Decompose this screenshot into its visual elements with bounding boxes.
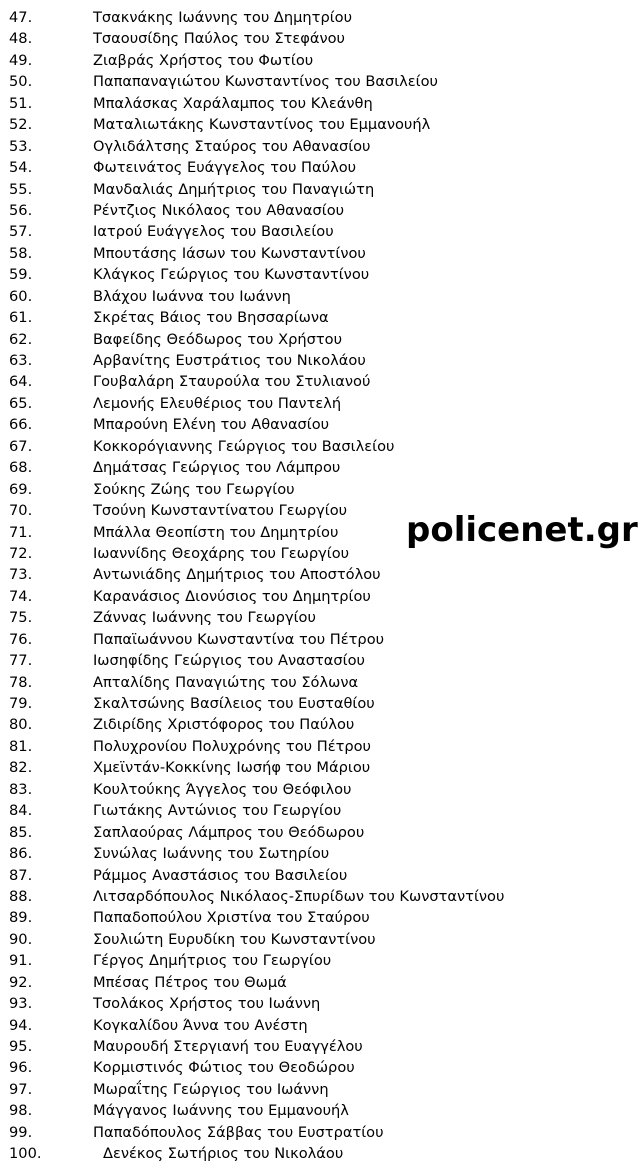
list-item — [0, 371, 638, 392]
entry-name: Συνώλας Ιωάννης του Σωτηρίου — [93, 845, 330, 863]
list-item — [0, 7, 638, 28]
entry-number: 47. — [9, 9, 33, 26]
entry-name: Τσαουσίδης Παύλος του Στεφάνου — [93, 30, 345, 48]
entry-name: Μανδαλιάς Δημήτριος του Παναγιώτη — [93, 180, 375, 198]
entry-number: 68. — [9, 459, 33, 477]
list-item — [0, 136, 638, 157]
list-item — [0, 28, 638, 49]
entry-number: 88. — [9, 887, 33, 905]
list-item — [0, 243, 638, 264]
entry-number: 83. — [9, 780, 33, 798]
list-item — [0, 843, 638, 864]
name-list — [0, 7, 638, 1165]
entry-number: 78. — [9, 673, 33, 691]
list-item — [0, 1122, 638, 1143]
entry-name: Κορμιστινός Φώτιος του Θεοδώρου — [93, 1059, 355, 1077]
entry-number: 87. — [9, 866, 33, 884]
entry-number: 55. — [9, 180, 33, 198]
entry-number: 96. — [9, 1059, 33, 1077]
list-item — [0, 1143, 638, 1164]
list-item — [0, 714, 638, 735]
entry-name: Μπαρούνη Ελένη του Αθανασίου — [93, 416, 330, 434]
entry-name: Ματαλιωτάκης Κωνσταντίνος του Εμμανουήλ — [93, 116, 431, 134]
entry-number: 93. — [9, 995, 33, 1013]
list-item — [0, 457, 638, 478]
list-item — [0, 1079, 638, 1100]
entry-name: Σκρέτας Βάιος του Βησσαρίωνα — [93, 309, 329, 327]
list-item — [0, 93, 638, 114]
entry-name: Ιωσηφίδης Γεώργιος του Αναστασίου — [93, 652, 365, 670]
entry-number: 62. — [9, 330, 33, 348]
list-item — [0, 607, 638, 628]
entry-name: Παπαϊωάννου Κωνσταντίνα του Πέτρου — [93, 630, 385, 648]
entry-name: Σούκης Ζώης του Γεωργίου — [93, 480, 295, 498]
entry-number: 56. — [9, 201, 33, 219]
list-item — [0, 950, 638, 971]
entry-name: Γιωτάκης Αντώνιος του Γεωργίου — [93, 802, 342, 820]
entry-name: Ρέντζιος Νικόλαος του Αθανασίου — [93, 201, 345, 219]
entry-number: 59. — [9, 266, 33, 284]
entry-name: Κογκαλίδου Άννα του Ανέστη — [93, 1016, 308, 1034]
entry-name: Πολυχρονίου Πολυχρόνης του Πέτρου — [93, 737, 372, 755]
entry-name: Φωτεινάτος Ευάγγελος του Παύλου — [93, 159, 357, 177]
entry-name: Λεμονής Ελευθέριος του Παντελή — [93, 394, 342, 412]
entry-number: 94. — [9, 1016, 33, 1034]
entry-name: Ζιδιρίδης Χριστόφορος του Παύλου — [93, 716, 355, 734]
entry-name: Δενέκος Σωτήριος του Νικολάου — [103, 1145, 344, 1163]
entry-number: 98. — [9, 1102, 33, 1120]
entry-number: 57. — [9, 223, 33, 241]
entry-number: 76. — [9, 630, 33, 648]
list-item — [0, 221, 638, 242]
list-item — [0, 1015, 638, 1036]
entry-number: 53. — [9, 137, 33, 155]
entry-number: 77. — [9, 652, 33, 670]
entry-number: 90. — [9, 930, 33, 948]
list-item — [0, 307, 638, 328]
entry-name: Απταλίδης Παναγιώτης του Σόλωνα — [93, 673, 359, 691]
entry-number: 81. — [9, 737, 33, 755]
list-item — [0, 672, 638, 693]
entry-name: Ογλιδάλτσης Σταύρος του Αθανασίου — [93, 137, 371, 155]
entry-number: 80. — [9, 716, 33, 734]
entry-name: Καρανάσιος Διονύσιος του Δημητρίου — [93, 587, 371, 605]
entry-number: 61. — [9, 309, 33, 327]
entry-number: 51. — [9, 94, 33, 112]
entry-name: Κοκκορόγιαννης Γεώργιος του Βασιλείου — [93, 437, 395, 455]
list-item — [0, 114, 638, 135]
entry-name: Ιωαννίδης Θεοχάρης του Γεωργίου — [93, 544, 350, 562]
entry-number: 84. — [9, 802, 33, 820]
list-item — [0, 1036, 638, 1057]
entry-name: Λιτσαρδόπουλος Νικόλαος-Σπυρίδων του Κωνσταντίνου — [93, 887, 505, 905]
list-item — [0, 929, 638, 950]
entry-name: Μαυρουδή Στεργιανή του Ευαγγέλου — [93, 1038, 363, 1055]
entry-number: 99. — [9, 1123, 33, 1141]
entry-number: 85. — [9, 823, 33, 841]
list-item — [0, 629, 638, 650]
entry-name: Παπαδόπουλος Σάββας του Ευστρατίου — [93, 1123, 384, 1141]
list-item — [0, 650, 638, 671]
entry-number: 64. — [9, 373, 33, 391]
entry-name: Χμεϊντάν-Κοκκίνης Ιωσήφ του Μάριου — [93, 759, 371, 777]
entry-number: 66. — [9, 416, 33, 434]
entry-number: 54. — [9, 159, 33, 177]
list-item — [0, 1057, 638, 1078]
list-item — [0, 414, 638, 435]
entry-number: 100. — [9, 1145, 42, 1163]
list-item — [0, 564, 638, 585]
entry-number: 49. — [9, 51, 33, 69]
entry-name: Παπαδοπούλου Χριστίνα του Σταύρου — [93, 909, 370, 927]
entry-number: 70. — [9, 502, 33, 520]
entry-number: 50. — [9, 73, 33, 91]
list-item — [0, 329, 638, 350]
list-item — [0, 200, 638, 221]
list-item — [0, 50, 638, 71]
entry-name: Μωραΐτης Γεώργιος του Ιωάννη — [93, 1080, 329, 1098]
entry-name: Σαπλαούρας Λάμπρος του Θεόδωρου — [93, 823, 365, 841]
entry-number: 63. — [9, 352, 33, 369]
list-item — [0, 886, 638, 907]
list-item — [0, 71, 638, 92]
entry-number: 52. — [9, 116, 33, 134]
list-item — [0, 993, 638, 1014]
list-item — [0, 800, 638, 821]
list-item — [0, 779, 638, 800]
list-item — [0, 972, 638, 993]
entry-name: Τσούνη Κωνσταντίνατου Γεωργίου — [93, 502, 348, 520]
entry-name: Τσακνάκης Ιωάννης του Δημητρίου — [93, 9, 353, 26]
entry-number: 92. — [9, 973, 33, 991]
entry-number: 48. — [9, 30, 33, 48]
entry-name: Αντωνιάδης Δημήτριος του Αποστόλου — [93, 566, 381, 584]
entry-number: 58. — [9, 244, 33, 262]
entry-number: 95. — [9, 1038, 33, 1055]
entry-name: Γέργος Δημήτριος του Γεωργίου — [93, 952, 332, 970]
list-item — [0, 286, 638, 307]
list-item — [0, 393, 638, 414]
entry-name: Γουβαλάρη Σταυρούλα του Στυλιανού — [93, 373, 371, 391]
list-item — [0, 179, 638, 200]
list-item — [0, 264, 638, 285]
entry-name: Τσολάκος Χρήστος του Ιωάννη — [93, 995, 321, 1013]
entry-name: Παπαπαναγιώτου Κωνσταντίνος του Βασιλείου — [93, 73, 438, 91]
entry-number: 75. — [9, 609, 33, 627]
watermark-text: policenet.gr — [406, 510, 638, 550]
entry-number: 71. — [9, 523, 33, 541]
entry-name: Ζιαβράς Χρήστος του Φωτίου — [93, 51, 314, 69]
list-item — [0, 586, 638, 607]
entry-name: Κλάγκος Γεώργιος του Κωνσταντίνου — [93, 266, 370, 284]
entry-number: 72. — [9, 544, 33, 562]
entry-name: Δημάτσας Γεώργιος του Λάμπρου — [93, 459, 341, 477]
entry-number: 65. — [9, 394, 33, 412]
entry-number: 89. — [9, 909, 33, 927]
entry-number: 74. — [9, 587, 33, 605]
entry-name: Βλάχου Ιωάννα του Ιωάννη — [93, 287, 291, 305]
list-item — [0, 350, 638, 371]
entry-name: Μπάλλα Θεοπίστη του Δημητρίου — [93, 523, 339, 541]
entry-number: 69. — [9, 480, 33, 498]
entry-name: Κουλτούκης Άγγελος του Θεόφιλου — [93, 780, 352, 798]
entry-number: 82. — [9, 759, 33, 777]
entry-name: Μπέσας Πέτρος του Θωμά — [93, 973, 287, 991]
list-item — [0, 436, 638, 457]
list-item — [0, 157, 638, 178]
entry-name: Σουλιώτη Ευρυδίκη του Κωνσταντίνου — [93, 930, 376, 948]
entry-number: 97. — [9, 1080, 33, 1098]
entry-name: Μπουτάσης Ιάσων του Κωνσταντίνου — [93, 244, 366, 262]
list-item — [0, 736, 638, 757]
list-item — [0, 757, 638, 778]
entry-name: Ράμμος Αναστάσιος του Βασιλείου — [93, 866, 348, 884]
entry-name: Αρβανίτης Ευστράτιος του Νικολάου — [93, 352, 366, 369]
entry-number: 91. — [9, 952, 33, 970]
entry-number: 79. — [9, 695, 33, 712]
entry-name: Ιατρού Ευάγγελος του Βασιλείου — [93, 223, 334, 241]
entry-name: Ζάννας Ιωάννης του Γεωργίου — [93, 609, 316, 627]
list-item — [0, 1100, 638, 1121]
entry-number: 67. — [9, 437, 33, 455]
entry-name: Βαφείδης Θεόδωρος του Χρήστου — [93, 330, 343, 348]
list-item — [0, 865, 638, 886]
list-item — [0, 693, 638, 714]
entry-number: 60. — [9, 287, 33, 305]
entry-number: 73. — [9, 566, 33, 584]
entry-name: Μάγγανος Ιωάννης του Εμμανουήλ — [93, 1102, 349, 1120]
list-item — [0, 479, 638, 500]
entry-number: 86. — [9, 845, 33, 863]
entry-name: Σκαλτσώνης Βασίλειος του Ευσταθίου — [93, 695, 375, 712]
list-item — [0, 822, 638, 843]
list-item — [0, 907, 638, 928]
entry-name: Μπαλάσκας Χαράλαμπος του Κλεάνθη — [93, 94, 373, 112]
